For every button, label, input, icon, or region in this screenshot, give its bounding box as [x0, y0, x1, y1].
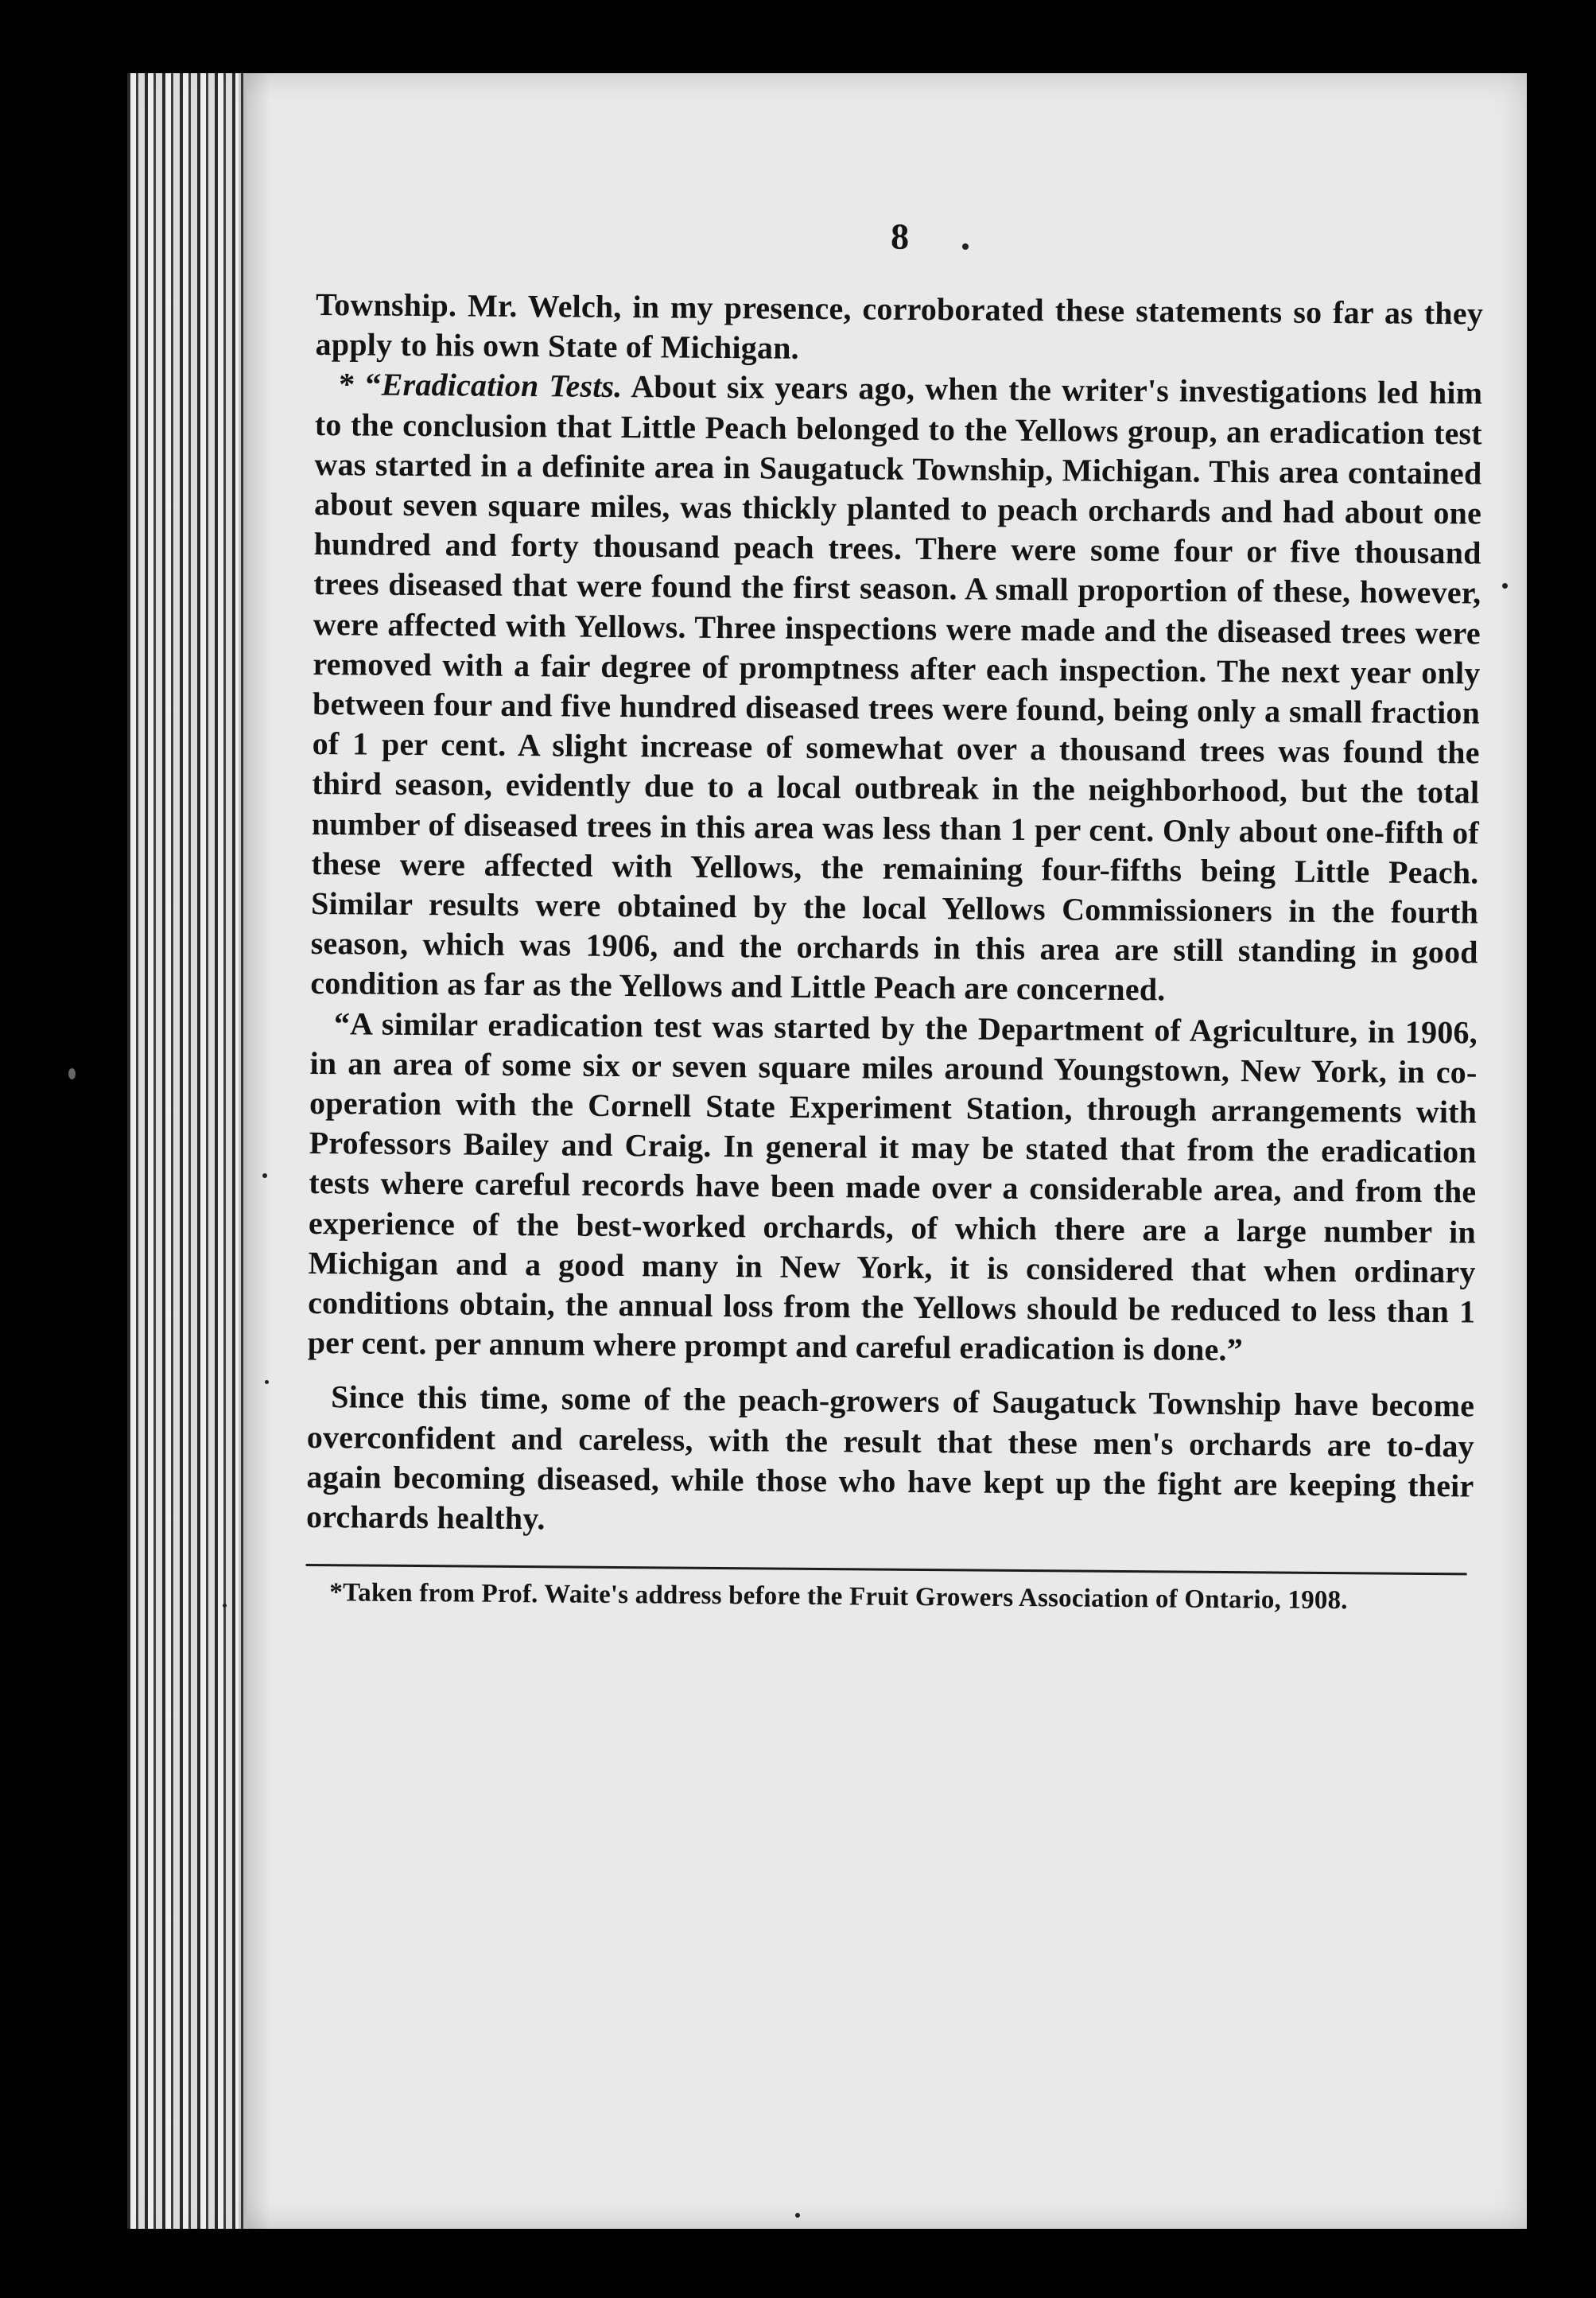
binding-shadow [239, 73, 270, 2229]
paragraph-text: “A similar eradication test was started by the Department of Agriculture, in 1906, in an area of some six or seven square miles around Youngstown, New York, in co-operation with the Cornell State Experiment Station, through arrangements with Professors Bailey and Craig. In general it may be stated that from the eradication tests where careful records have been made over a considerable area, and from the experience of the best-worked orchards, of which there are a large number in Michigan and a good many in New York, it is considered that when ordinary conditions obtain, the annual loss from the Yellows should be reduced to less than 1 per cent. per annum where prompt and careful eradication is done.” [307, 1005, 1478, 1368]
scan-speck [1502, 583, 1508, 589]
paragraph-text: Since this time, some of the peach-growers of Saugatuck Township have become overconfident and careless, with the result that these men's orchards are to-day again becoming diseased, while those who have kept up the fight are keeping their orchards healthy. [305, 1378, 1475, 1537]
footnote-marker: * “ [339, 366, 382, 403]
scan-speck [223, 1604, 227, 1608]
footnote: *Taken from Prof. Waite's address before the Fruit Growers Association of Ontario, 1908. [329, 1578, 1348, 1616]
scan-speck [262, 1173, 267, 1178]
paragraph-text: Township. Mr. Welch, in my presence, corroborated these statements so far as they apply to his own State of Michigan. [315, 286, 1484, 366]
section-heading: Eradication Tests. [381, 367, 623, 405]
page-number: 8 [890, 216, 910, 257]
scan-speck [68, 1068, 76, 1079]
paragraph-since-this-time [306, 1377, 1475, 1546]
paragraph-text: About six years ago, when the writer's investigations led him to the conclusion that Little Peach belonged to the Yellows group, an eradication test was started in a definite area in Saugatuck Township, Michigan. This area contained about seven square miles, was thickly planted to peach orchards and had about one hundred and forty thousand peach trees. There were some four or five thousand trees diseased that were found the first season. A small proportion of these, however, were affected with Yellows. Three inspections were made and the diseased trees were removed with a fair degree of promptness after each inspection. The next year only between four and five hundred diseased trees were found, being only a small fraction of 1 per cent. A slight increase of somewhat over a thousand trees was found the third season, evidently due to a local outbreak in the neighborhood, but the total number of diseased trees in this area was less than 1 per cent. Only about one-fifth of these were affected with Yellows, the remaining four-fifths being Little Peach. Similar results were obtained by the local Yellows Commissioners in the fourth season, which was 1906, and the orchards in this area are still standing in good condition as far as the Yellows and Little Peach are concerned. [310, 368, 1483, 1008]
page-text [305, 208, 1484, 1619]
scan-speck [265, 1380, 269, 1384]
paragraph-similar-test [308, 1004, 1478, 1372]
page-binding-edge [127, 73, 247, 2229]
footnote-divider [306, 1564, 1467, 1575]
paragraph-continuation [315, 285, 1483, 374]
paragraph-eradication-tests [310, 364, 1482, 1013]
scan-speck [795, 2213, 800, 2218]
